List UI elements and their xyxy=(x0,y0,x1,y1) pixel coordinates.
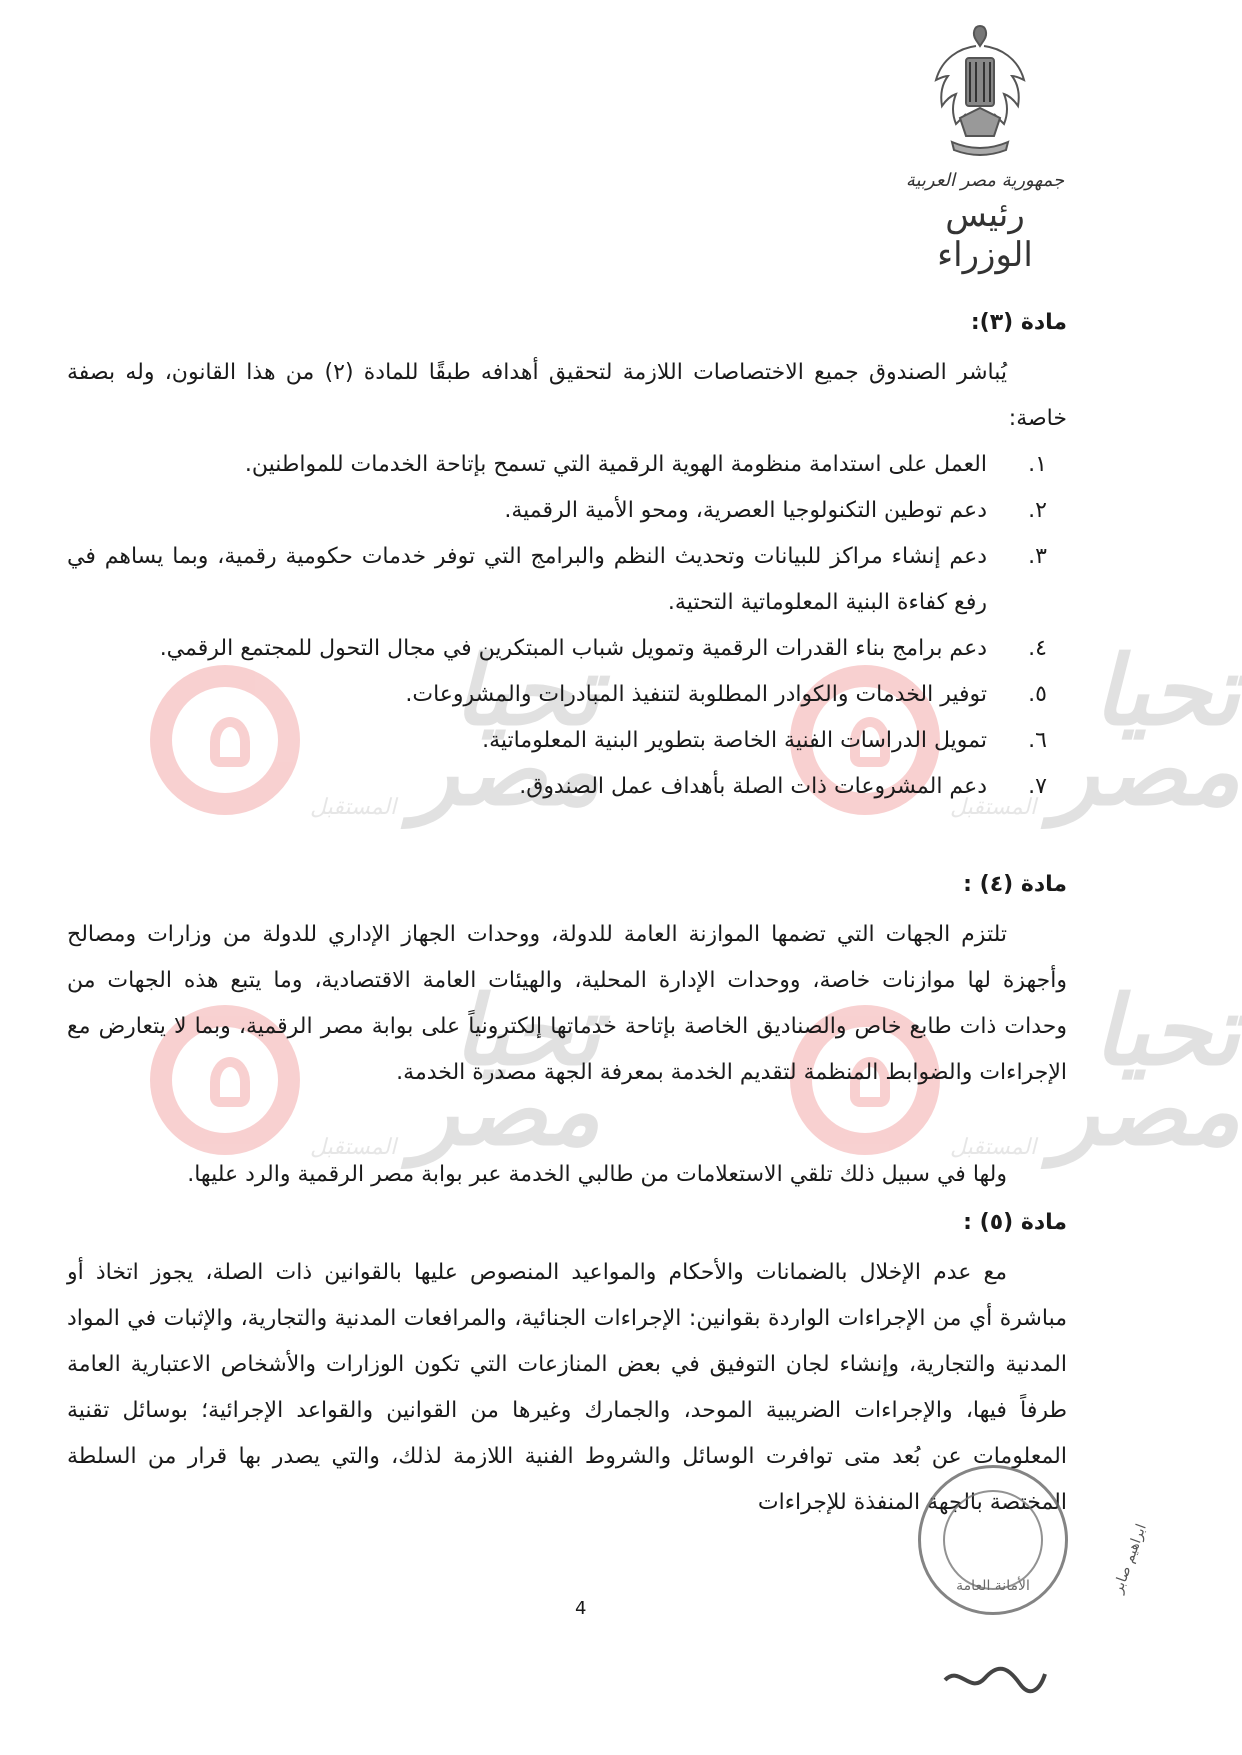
item-text: دعم توطين التكنولوجيا العصرية، ومحو الأمية الرقمية. xyxy=(504,498,987,523)
article3-list xyxy=(67,442,1067,810)
article5-paragraph: مع عدم الإخلال بالضمانات والأحكام والمواعيد المنصوص عليها بالقوانين ذات الصلة، يجوز اتخاذ أو مباشرة أي من الإجراءات الواردة بقوانين: الإجراءات الجنائية، والمرافعات المدنية والتجارية، والإثبات في المواد المدنية والتجارية، وإنشاء لجان التوفيق في بعض المنازعات التي تكون الوزارات والأشخاص الاعتبارية العامة طرفاً فيها، والإجراءات الضريبية الموحد، والجمارك وغيرها من القوانين والقواعد الإجرائية؛ بوسائل تقنية المعلومات عن بُعد متى توافرت الوسائل والشروط الفنية اللازمة لذلك، والتي يصدر بها قرار من السلطة المختصة بالجهة المنفذة للإجراءات xyxy=(67,1260,1067,1515)
signature-name: ابراهيم صابر xyxy=(1110,1521,1150,1596)
list-item xyxy=(67,442,1067,488)
office-title xyxy=(905,170,1065,275)
item-text: العمل على استدامة منظومة الهوية الرقمية التي تسمح بإتاحة الخدمات للمواطنين. xyxy=(244,452,987,477)
item-number: ٤. xyxy=(1028,636,1047,661)
watermark-line2: مصر xyxy=(1052,1055,1240,1167)
watermark-tagline: المستقبل xyxy=(950,1135,1037,1160)
watermark-line2: مصر xyxy=(412,715,600,827)
item-text: توفير الخدمات والكوادر المطلوبة لتنفيذ المبادرات والمشروعات. xyxy=(405,682,987,707)
list-item xyxy=(67,488,1067,534)
watermark-line2: مصر xyxy=(1052,715,1240,827)
list-item xyxy=(67,718,1067,764)
article3-intro: يُباشر الصندوق جميع الاختصاصات اللازمة لتحقيق أهدافه طبقًا للمادة (٢) من هذا القانون، وله بصفة خاصة: xyxy=(67,360,1067,431)
handwritten-signature-icon xyxy=(940,1660,1050,1700)
article4-paragraph: ولها في سبيل ذلك تلقي الاستعلامات من طالبي الخدمة عبر بوابة مصر الرقمية والرد عليها. xyxy=(187,1162,1007,1187)
watermark-line1: تحيا xyxy=(453,975,600,1087)
article3-heading: مادة (٣): xyxy=(970,310,1067,335)
item-text: دعم إنشاء مراكز للبيانات وتحديث النظم والبرامج التي توفر خدمات حكومية رقمية، وبما يساهم في رفع كفاءة البنية المعلوماتية التحتية. xyxy=(67,544,987,615)
item-text: دعم برامج بناء القدرات الرقمية وتمويل شباب المبتكرين في مجال التحول للمجتمع الرقمي. xyxy=(159,636,987,661)
office-country: جمهورية مصر العربية xyxy=(905,170,1065,191)
list-item xyxy=(67,534,1067,626)
stamp-text: الأمانة العامة xyxy=(956,1578,1030,1594)
watermark-tagline: المستقبل xyxy=(310,1135,397,1160)
list-item xyxy=(67,764,1067,810)
watermark-tagline: المستقبل xyxy=(950,795,1037,820)
item-number: ٣. xyxy=(1028,544,1047,569)
article5-heading: مادة (٥) : xyxy=(963,1210,1067,1235)
item-number: ٦. xyxy=(1028,728,1047,753)
official-stamp xyxy=(918,1465,1068,1615)
item-number: ١. xyxy=(1028,452,1047,477)
eagle-emblem-icon xyxy=(930,18,1030,168)
article4-paragraph: تلتزم الجهات التي تضمها الموازنة العامة للدولة، ووحدات الجهاز الإداري للدولة من وزارات ومصالح وأجهزة لها موازنات خاصة، ووحدات الإدارة المحلية، والهيئات العامة الاقتصادية، وما يتبع هذه الجهات من وحدات ذات طابع خاص والصناديق الخاصة بإتاحة خدماتها إلكترونياً على بوابة مصر الرقمية، وبما لا يتعارض مع الإجراءات والضوابط المنظمة لتقديم الخدمة بمعرفة الجهة مصدرة الخدمة. xyxy=(67,922,1067,1085)
item-text: دعم المشروعات ذات الصلة بأهداف عمل الصندوق. xyxy=(519,774,987,799)
list-item xyxy=(67,626,1067,672)
item-number: ٢. xyxy=(1028,498,1047,523)
list-item xyxy=(67,672,1067,718)
watermark-line1: تحيا xyxy=(1093,975,1240,1087)
item-number: ٧. xyxy=(1028,774,1047,799)
watermark-line1: تحيا xyxy=(453,635,600,747)
item-number: ٥. xyxy=(1028,682,1047,707)
office-name: رئيس الوزراء xyxy=(937,195,1033,275)
watermark-tagline: المستقبل xyxy=(310,795,397,820)
watermark-line1: تحيا xyxy=(1093,635,1240,747)
item-text: تمويل الدراسات الفنية الخاصة بتطوير البنية المعلوماتية. xyxy=(482,728,987,753)
watermark-line2: مصر xyxy=(412,1055,600,1167)
article4-heading: مادة (٤) : xyxy=(963,872,1067,897)
page-number: 4 xyxy=(575,1598,587,1619)
stamp-emblem-icon xyxy=(943,1490,1043,1590)
